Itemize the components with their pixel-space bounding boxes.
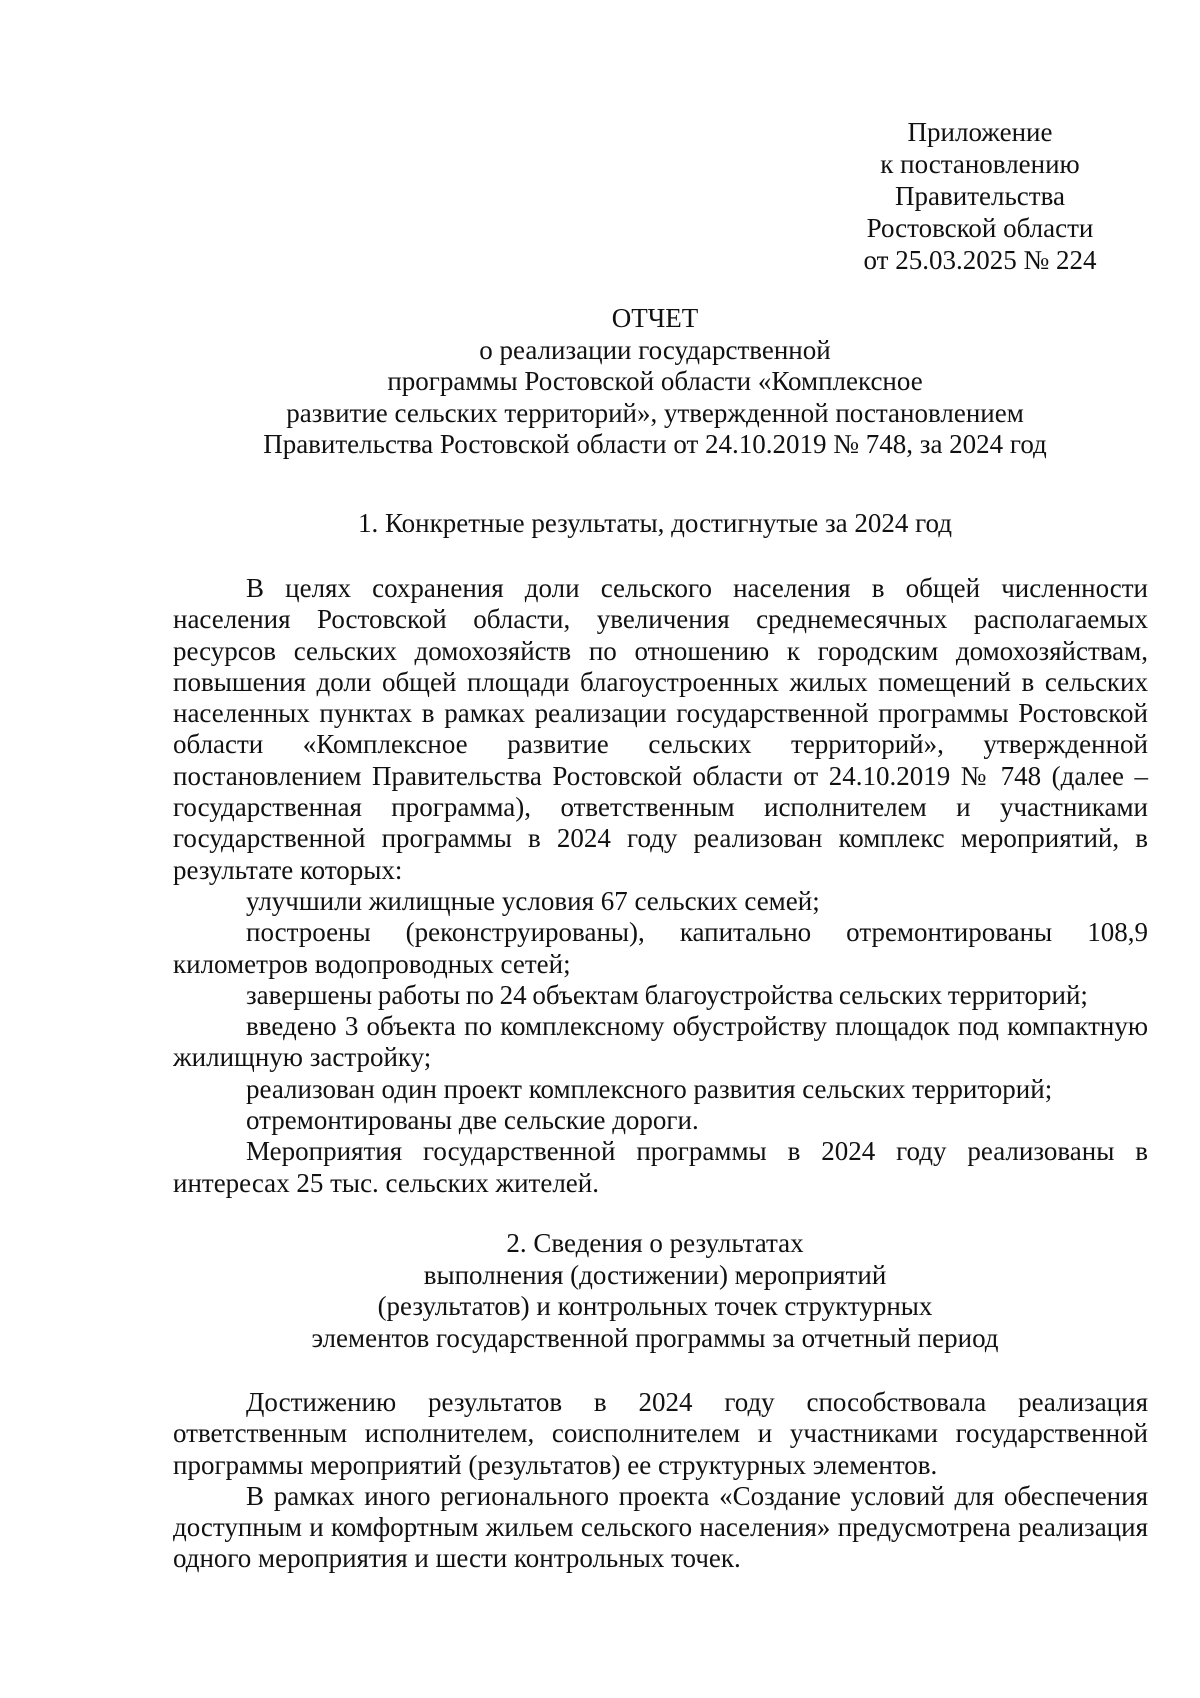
section1-body <box>173 573 1148 1199</box>
report-heading: ОТЧЕТ <box>611 303 699 333</box>
paragraph: Мероприятия государственной программы в 2024 году реализованы в интересах 25 тыс. сельских жителей. <box>173 1136 1148 1198</box>
list-item: построены (реконструированы), капитально отремонтированы 108,9 километров водопроводных сетей; <box>173 917 1148 979</box>
list-item: отремонтированы две сельские дороги. <box>246 1105 699 1136</box>
section1-heading <box>160 508 1150 540</box>
section2-body <box>173 1387 1148 1575</box>
report-subtitle-line: Правительства Ростовской области от 24.10.2019 № 748, за 2024 год <box>263 429 1047 459</box>
appendix-line: от 25.03.2025 № 224 <box>863 245 1097 275</box>
paragraph: В целях сохранения доли сельского населения в общей численности населения Ростовской области, увеличения среднемесячных располагаемых ресурсов сельских домохозяйств по отношению к городским домохозяйствам, повышения доли общей площади благоустроенных жилых помещений в сельских населенных пунктах в рамках реализации государственной программы Ростовской области «Комплексное развитие сельских территорий», утвержденной постановлением Правительства Ростовской области от 24.10.2019 № 748 (далее – государственная программа), ответственным исполнителем и участниками государственной программы в 2024 году реализован комплекс мероприятий, в результате которых: <box>173 573 1148 885</box>
appendix-line: Ростовской области <box>866 213 1094 243</box>
section1-heading-text: 1. Конкретные результаты, достигнутые за 2024 год <box>357 508 953 538</box>
section2-heading <box>160 1228 1150 1354</box>
list-item: введено 3 объекта по комплексному обустройству площадок под компактную жилищную застройку; <box>173 1011 1148 1073</box>
section2-heading-line: выполнения (достижении) мероприятий <box>423 1259 887 1290</box>
list-item: улучшили жилищные условия 67 сельских семей; <box>246 885 820 916</box>
paragraph: Достижению результатов в 2024 году способствовала реализация ответственным исполнителем, соисполнителем и участниками государственной программы мероприятий (результатов) ее структурных элементов. <box>173 1387 1148 1480</box>
report-subtitle-line: программы Ростовской области «Комплексное <box>387 366 923 396</box>
report-title <box>160 303 1150 461</box>
section2-heading-line: 2. Сведения о результатах <box>506 1228 804 1258</box>
list-item: реализован один проект комплексного развития сельских территорий; <box>246 1073 1053 1104</box>
appendix-line: Правительства <box>895 181 1065 211</box>
appendix-line: к постановлению <box>880 149 1080 179</box>
appendix-line: Приложение <box>907 117 1053 147</box>
report-subtitle-line: о реализации государственной <box>479 334 831 365</box>
report-subtitle-line: развитие сельских территорий», утвержденной постановлением <box>286 397 1024 428</box>
appendix-block <box>820 116 1140 276</box>
section2-heading-line: элементов государственной программы за отчетный период <box>311 1322 999 1353</box>
paragraph: В рамках иного регионального проекта «Создание условий для обеспечения доступным и комфортным жильем сельского населения» предусмотрена реализация одного мероприятия и шести контрольных точек. <box>173 1480 1148 1574</box>
list-item: завершены работы по 24 объектам благоустройства сельских территорий; <box>246 979 1088 1010</box>
section2-heading-line: (результатов) и контрольных точек структурных <box>377 1291 933 1321</box>
